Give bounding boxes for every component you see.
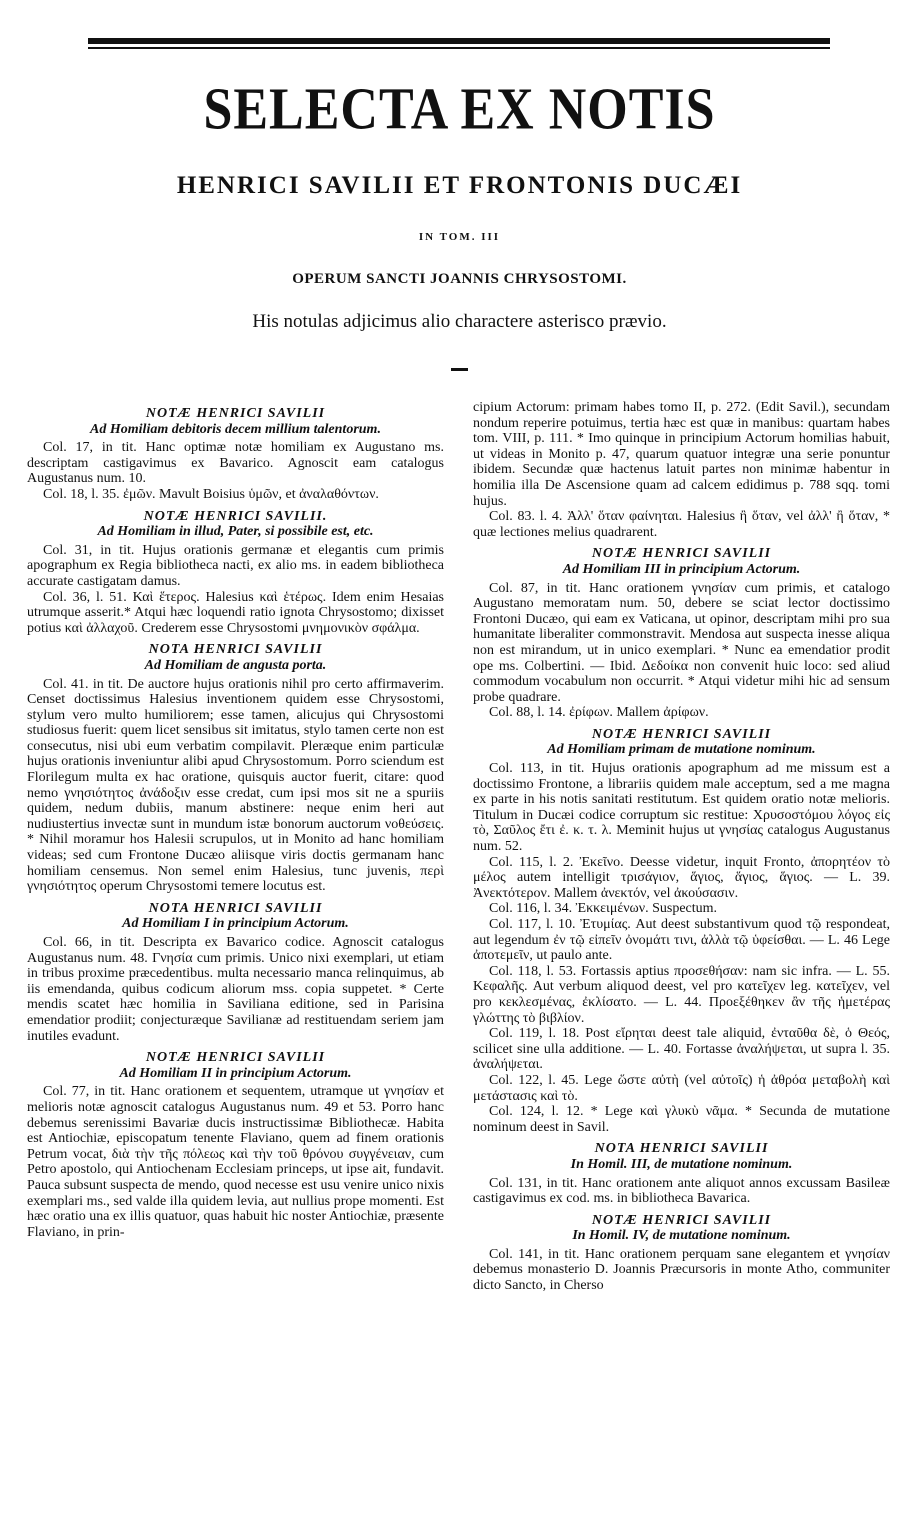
opera-line: OPERUM SANCTI JOANNIS CHRYSOSTOMI. (292, 271, 627, 287)
section-subheading: In Homil. III, de mutatione nominum. (570, 1156, 793, 1172)
note-paragraph: Col. 88, l. 14. ἐρίφων. Mallem ἀρίφων. (489, 705, 709, 721)
section-heading: NOTÆ HENRICI SAVILII (591, 546, 772, 562)
note-paragraph: Col. 131, in tit. Hanc orationem ante aliquot annos excussam Basileæ castigavimus ex cod. ms. in bibliotheca Bavarica. (473, 1175, 890, 1207)
note-paragraph: Col. 36, l. 51. Καὶ ἕτερος. Halesius καὶ ἑτέρως. Idem enim Hesaias utrumque asserit.* Atqui hæc loquendi ratio ignota Chrysostomo; dixisset potius καὶ ἀλλαχοῦ. Crederem esse Chrysostomi μνημονικὸν σφάλμα. (27, 589, 444, 636)
section-heading: NOTÆ HENRICI SAVILII (145, 406, 326, 421)
editorial-note: His notulas adjicimus alio charactere asterisco prævio. (252, 311, 667, 332)
section-subheading: Ad Homiliam I in principium Actorum. (122, 916, 349, 932)
note-paragraph: Col. 66, in tit. Descripta ex Bavarico codice. Agnoscit catalogus Augustanus num. 48. Γνησία cum primis. Unico nixi exemplari, ut etiam in tribus proxime præcedentibus. multa necessario manca relinquimus, ab iis emendanda, quibus codicum aliorum mss. copia suppetet. * Certe mendis scatet hæc homilia in Saviliana editione, sed in Parisina emendatior prodiit; conjecturæque Savilianæ ad restituendam seriem jam inutiles evadunt. (27, 935, 444, 1044)
note-section (27, 509, 444, 637)
section-subheading: Ad Homiliam II in principium Actorum. (119, 1065, 352, 1081)
note-section (473, 727, 890, 1135)
note-paragraph: Col. 124, l. 12. * Lege καὶ γλυκὺ νᾶμα. * Secunda de mutatione nominum deest in Savil. (473, 1104, 890, 1135)
note-paragraph: Col. 41. in tit. De auctore hujus orationis nihil pro certo affirmaverim. Censet doctissimus Halesius inventionem quidem esse Chrysostomi, stylum vero multo humiliorem; esse tamen, alicujus qui Chrysostomi studiosus fuerit: quem licet sensibus sit imitatus, stylo tamen certe non est consecutus, nisi ubi eum verbatim compilavit. Pleræque enim particulæ hujus orationis inveniuntur alibi apud Chrysostomum. Porro sciendum est Florilegum multa ex hac oratione, quisquis auctor fuerit, citare: quod nemo γνησιότητος ἀνάδοξιν esse credat, cum ipsi mos sit ne a spuriis quidem, nedum dubiis, manum abstinere: neque enim heri aut nudiustertius invectæ sunt in mundum istæ bonorum auctorum νοθεύσεις. * Nihil moramur hos Halesii scrupulos, ut in Monito ad hanc homiliam videas; sed cum Frontone Ducæo aliisque viris doctis germanam hanc homiliam censemus. Non semel enim Halesius, tunc juvenis, περὶ γνησιότητος operum Chrysostomi temere locutus est. (27, 676, 444, 895)
section-subheading: Ad Homiliam in illud, Pater, si possibile est, etc. (97, 524, 374, 540)
section-subheading: Ad Homiliam III in principium Actorum. (562, 561, 801, 577)
section-heading: NOTÆ HENRICI SAVILII (591, 1212, 772, 1228)
section-subheading: Ad Homiliam de angusta porta. (144, 657, 327, 673)
right-column (473, 400, 890, 1294)
note-paragraph: Col. 141, in tit. Hanc orationem perquam sane elegantem et γνησίαν debemus monasterio D. Joannis Præcursoris in monte Atho, communiter dicto Sancto, in Cherso (473, 1246, 890, 1294)
note-section (27, 1050, 444, 1240)
note-paragraph: Col. 31, in tit. Hujus orationis germanæ et elegantis cum primis apographum ex Regia bibliotheca nacti, ex alio ms. in eadem bibliotheca accurate castigatam damus. (27, 542, 444, 589)
top-rule-thin (88, 47, 830, 49)
volume-line: IN TOM. III (418, 231, 501, 243)
note-section (473, 1141, 890, 1206)
note-paragraph: Col. 117, l. 10. Ἐτυμίας. Aut deest substantivum quod τῷ respondeat, aut legendum ἐν τῷ εἰπεῖν ὀνομάτι τινι, ἀλλὰ τῷ ὑφείσθαι. — L. 46 Lege ἀποτεμεῖν, ut paulo ante. (473, 917, 890, 964)
note-paragraph: Col. 122, l. 45. Lege ὥστε αὐτὴ (vel αὐτοῖς) ἡ ἀθρόα μεταβολὴ καὶ μετάστασις καὶ τὸ. (473, 1072, 890, 1104)
note-section (473, 400, 890, 540)
section-heading: NOTA HENRICI SAVILII (148, 642, 323, 658)
note-paragraph: cipium Actorum: primam habes tomo II, p. 272. (Edit Savil.), secundam nondum reperire potuimus, tertia hæc est quæ in manibus: quartam habes tom. VIII, p. 111. * Imo quinque in principium Actorum homilias habuit, ut videas in Monito p. 47, quarum quatuor integræ una serie ponuntur ibidem. Secundæ quæ hactenus latuit partes non minimæ habentur in homilia illa De Ascensione quam ad calcem edidimus p. 788 sqq. tomi hujus. (473, 400, 890, 509)
section-heading: NOTÆ HENRICI SAVILII (591, 726, 772, 742)
page-subtitle: HENRICI SAVILII ET FRONTONIS DUCÆI (176, 172, 743, 199)
note-paragraph: Col. 113, in tit. Hujus orationis apographum ad me missum est a doctissimo Frontone, a librariis quidem male acceptum, sed a me magna ex parte in his notis sanitati restitutum. Est quidem oratio notæ melioris. Titulum in Ducæi codice corruptum sic restitue: Χρυσοστόμου λόγος εἰς τὸ, Σαῦλος ἔτι ἐ. κ. τ. λ. Meminit hujus ut γνησίας catalogus Augustanus num. 52. (473, 761, 890, 855)
separator-dash (451, 368, 468, 371)
note-paragraph: Col. 118, l. 53. Fortassis aptius προσεθήσαν: nam sic infra. — L. 55. Κεφαλῆς. Aut verbum aliquod deest, vel pro κατεῖχεν leg. κατεῖχεν, vel pro κεκλεσμένας, ἐκλίσατο. — L. 44. Προεξέθηκεν ἂν τῆς ἡμετέρας γλώττης τὸ βιβλίον. (473, 963, 890, 1026)
note-section (473, 546, 890, 721)
section-heading: NOTA HENRICI SAVILII (594, 1141, 769, 1157)
note-paragraph: Col. 17, in tit. Hanc optimæ notæ homiliam ex Augustano ms. descriptam castigavimus ex Bavarico. Agnoscit eam catalogus Augustanus num. 10. (27, 440, 444, 487)
note-section (27, 901, 444, 1044)
section-heading: NOTÆ HENRICI SAVILII (145, 1050, 326, 1066)
note-section (27, 406, 444, 503)
note-paragraph: Col. 77, in tit. Hanc orationem et sequentem, utramque ut γνησίαν et melioris notæ agnoscit catalogus Augustanus num. 49 et 53. Porro hanc debemus serenissimi Bavariæ ducis instructissimæ Bibliothecæ. Habita est Antiochiæ, episcopatum tenente Flaviano, quem ad finem orationis Petrum vocat, διὰ τὴν τῆς πόλεως καὶ τὴν τοῦ θρόνου συγγένειαν, cum Petro apostolo, qui Antiochenam Ecclesiam princeps, ut ipse ait, fundavit. Pauca subsunt suspecta de mendo, quod necesse est usu venire unico nixis exemplari ms., sed valde illa quidem levia, aut nullius prope momenti. Est hæc oratio una ex illis quatuor, quas habuit hic noster Antiochiæ, præsente Flaviano, in prin- (27, 1084, 444, 1240)
top-rule-thick (88, 38, 830, 44)
note-section (473, 1213, 890, 1294)
left-column (27, 400, 444, 1240)
section-heading: NOTÆ HENRICI SAVILII. (143, 508, 328, 524)
section-subheading: Ad Homiliam primam de mutatione nominum. (547, 742, 816, 758)
note-section (27, 642, 444, 895)
section-subheading: Ad Homiliam debitoris decem millium talentorum. (90, 421, 381, 437)
note-paragraph: Col. 87, in tit. Hanc orationem γνησίαν cum primis, et catalogo Augustano memoratam num. 50, debere se sciat lector doctissimo Frontoni Ducæo, qui eam ex Vaticana, ut opinor, descriptam mihi pro sua humanitate liberaliter commonstravit. Mendosa aut suspecta inesse aliqua non est mirandum, ut in unico exemplari. * Nunc ea emendatior prodit ope ms. Colbertini. — Ibid. Δεδοίκα non convenit huic loco: sed aliud commodum vocabulum non occurrit. * Atqui videtur mihi hic ad sensum probe quadrare. (473, 580, 890, 705)
note-paragraph: Col. 115, l. 2. Ἐκεῖνο. Deesse videtur, inquit Fronto, ἀπορητέον τὸ μέλος autem intelligit τρισάγιον, ἅγιος, ἅγιος, ἅγιος. — L. 39. Ἀνεκτότερον. Mallem ἀνεκτόν, vel ἀκούσασιν. (473, 854, 890, 901)
page-title: SELECTA EX NOTIS (203, 76, 716, 143)
note-paragraph: Col. 119, l. 18. Post εἴρηται deest tale aliquid, ἐνταῦθα δὲ, ὁ Θεός, scilicet sine ulla additione. — L. 40. Fortasse ἀναλήψεται, ut supra l. 35. ἀναλήψεται. (473, 1026, 890, 1073)
section-subheading: In Homil. IV, de mutatione nominum. (572, 1228, 791, 1244)
section-heading: NOTA HENRICI SAVILII (148, 900, 323, 916)
note-paragraph: Col. 83. l. 4. Ἀλλ' ὅταν φαίνηται. Halesius ἢ ὅταν, vel ἀλλ' ἢ ὅταν, * quæ lectiones melius quadrarent. (473, 509, 890, 540)
note-paragraph: Col. 116, l. 34. Ἐκκειμένων. Suspectum. (489, 901, 718, 917)
note-paragraph: Col. 18, l. 35. ἐμῶν. Mavult Boisius ὑμῶν, et ἀναλαθόντων. (43, 486, 379, 502)
